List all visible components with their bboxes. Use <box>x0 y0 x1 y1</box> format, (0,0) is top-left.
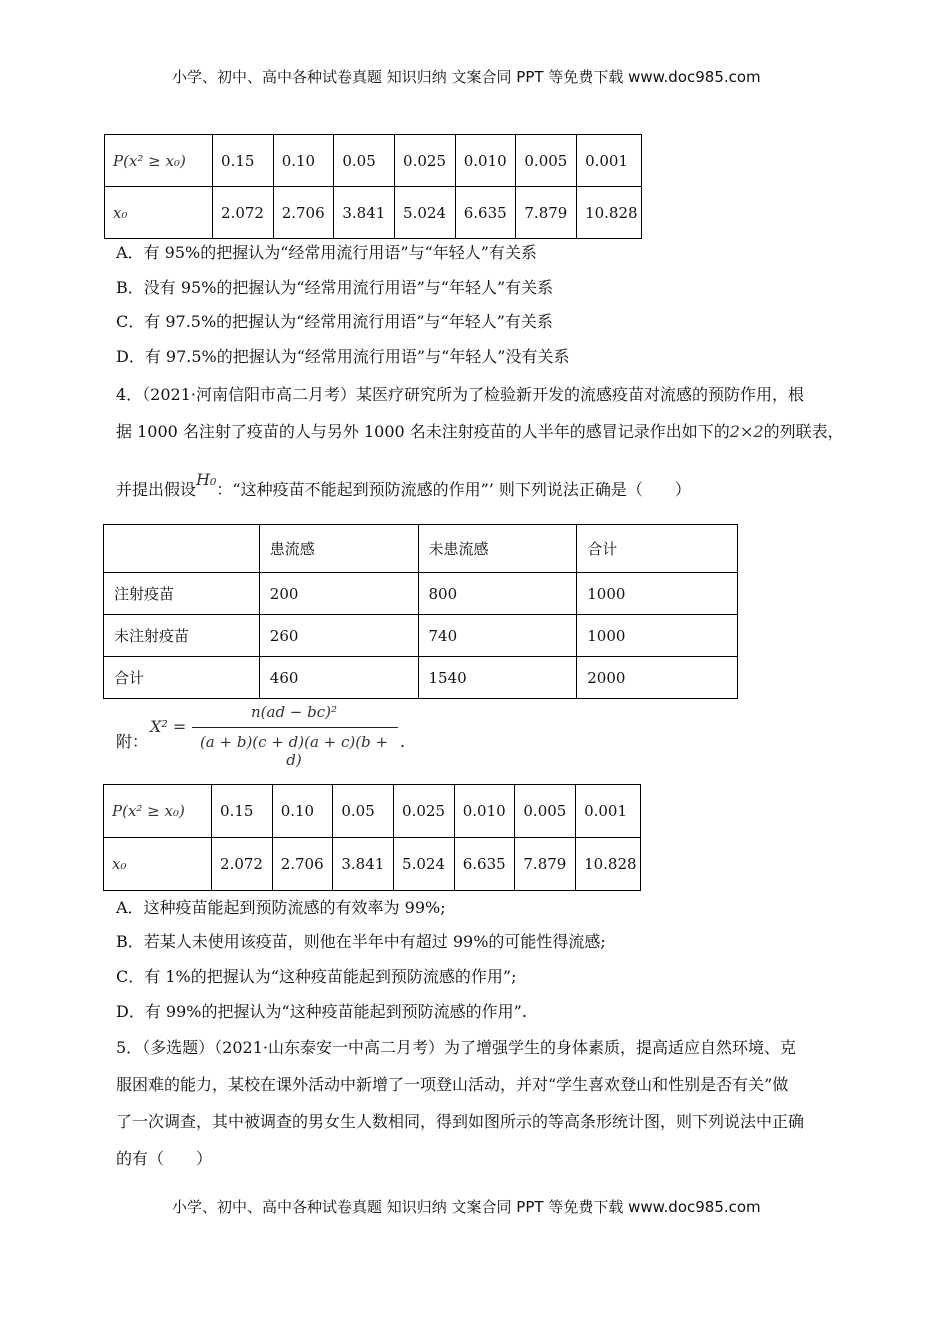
q4-option-a: A．这种疫苗能起到预防流感的有效率为 99%; <box>116 898 446 917</box>
q5-stem-line2: 服困难的能力，某校在课外活动中新增了一项登山活动，并对“学生喜欢登山和性别是否有关”做 <box>116 1075 789 1094</box>
table-cell: 1540 <box>418 657 577 699</box>
formula-numerator: n(ad − bc)² <box>250 703 338 721</box>
table-cell: 0.10 <box>273 135 334 187</box>
probability-table-1 <box>104 134 642 239</box>
q3-option-c: C．有 97.5%的把握认为“经常用流行用语”与“年轻人”有关系 <box>116 312 553 331</box>
table-cell: 800 <box>418 573 577 615</box>
q5-stem-line3: 了一次调查，其中被调查的男女生人数相同，得到如图所示的等高条形统计图，则下列说法中正确 <box>116 1112 805 1131</box>
q4-table-size: 2×2 <box>729 422 764 441</box>
q4-option-b: B．若某人未使用该疫苗，则他在半年中有超过 99%的可能性得流感; <box>116 932 606 951</box>
table-cell: 0.05 <box>333 785 394 838</box>
table-cell: 740 <box>418 615 577 657</box>
table-header-p: P(x² ≥ x₀) <box>105 135 213 187</box>
formula-lhs: X² = <box>150 717 187 736</box>
formula-denominator: (a + b)(c + d)(a + c)(b + d) <box>199 733 389 769</box>
q3-option-b: B．没有 95%的把握认为“经常用流行用语”与“年轻人”有关系 <box>116 278 554 297</box>
formula-end: . <box>400 732 406 751</box>
table-header-cell: 患流感 <box>259 525 418 573</box>
q5-stem-line1: 5．（多选题）（2021·山东泰安一中高二月考）为了增强学生的身体素质，提高适应自然环境、克 <box>116 1038 796 1057</box>
table-cell: 6.635 <box>455 187 516 239</box>
probability-table-2 <box>103 784 641 891</box>
q4-stem-text: ：“这种疫苗不能起到预防流感的作用”’ 则下列说法正确是（ ） <box>216 480 691 499</box>
table-cell: 2.706 <box>273 187 334 239</box>
table-header-cell <box>104 525 260 573</box>
table-cell: 0.005 <box>516 135 577 187</box>
table-cell: 2.072 <box>212 838 273 891</box>
table-cell: 0.10 <box>272 785 333 838</box>
q5-stem-line4: 的有（ ） <box>116 1149 213 1168</box>
table-cell: 未注射疫苗 <box>104 615 260 657</box>
table-row <box>104 573 738 615</box>
table-row <box>104 615 738 657</box>
table-cell: 3.841 <box>333 838 394 891</box>
table-header-x0: x₀ <box>104 838 212 891</box>
table-cell: 1000 <box>577 615 738 657</box>
q4-stem-line2 <box>116 421 844 443</box>
q4-stem-line3 <box>116 470 691 501</box>
footer-banner: 小学、初中、高中各种试卷真题 知识归纳 文案合同 PPT 等免费下载 www.doc985.com <box>172 1198 761 1216</box>
table-cell: 2.072 <box>213 187 274 239</box>
table-cell: 2.706 <box>272 838 333 891</box>
contingency-table <box>103 524 738 699</box>
table-cell: 0.005 <box>515 785 576 838</box>
table-cell: 0.025 <box>395 135 456 187</box>
table-cell: 0.15 <box>212 785 273 838</box>
q4-option-c: C．有 1%的把握认为“这种疫苗能起到预防流感的作用”; <box>116 967 517 986</box>
table-cell: 0.001 <box>576 785 641 838</box>
table-cell: 5.024 <box>395 187 456 239</box>
table-cell: 0.15 <box>213 135 274 187</box>
table-header-cell: 未患流感 <box>418 525 577 573</box>
table-header-cell: 合计 <box>577 525 738 573</box>
table-cell: 3.841 <box>334 187 395 239</box>
q4-stem-text: 据 1000 名注射了疫苗的人与另外 1000 名未注射疫苗的人半年的感冒记录作出如下的 <box>116 422 730 441</box>
header-banner: 小学、初中、高中各种试卷真题 知识归纳 文案合同 PPT 等免费下载 www.doc985.com <box>172 68 761 86</box>
table-cell: 0.025 <box>394 785 455 838</box>
q4-option-d: D．有 99%的把握认为“这种疫苗能起到预防流感的作用”. <box>116 1002 527 1021</box>
table-cell: 注射疫苗 <box>104 573 260 615</box>
table-cell: 10.828 <box>576 838 641 891</box>
table-cell: 1000 <box>577 573 738 615</box>
table-cell: 10.828 <box>577 187 642 239</box>
formula-prefix: 附： <box>116 732 149 751</box>
q4-stem-line1: 4．（2021·河南信阳市高二月考）某医疗研究所为了检验新开发的流感疫苗对流感的预防作用，根 <box>116 385 804 404</box>
q3-option-a: A．有 95%的把握认为“经常用流行用语”与“年轻人”有关系 <box>116 243 537 262</box>
q4-hypothesis-symbol: H₀ <box>196 470 217 489</box>
q4-stem-text: 的列联表， <box>763 422 844 441</box>
fraction-bar <box>192 727 398 728</box>
table-cell: 5.024 <box>394 838 455 891</box>
table-cell: 0.010 <box>455 135 516 187</box>
table-header-p: P(x² ≥ x₀) <box>104 785 212 838</box>
q3-option-d: D．有 97.5%的把握认为“经常用流行用语”与“年轻人”没有关系 <box>116 347 570 366</box>
table-cell: 7.879 <box>516 187 577 239</box>
q4-stem-text: 并提出假设 <box>116 480 197 499</box>
table-cell: 200 <box>259 573 418 615</box>
table-cell: 7.879 <box>515 838 576 891</box>
table-cell: 2000 <box>577 657 738 699</box>
table-cell: 460 <box>259 657 418 699</box>
table-cell: 0.001 <box>577 135 642 187</box>
table-row <box>104 657 738 699</box>
table-cell: 260 <box>259 615 418 657</box>
table-header-x0: x₀ <box>105 187 213 239</box>
table-cell: 6.635 <box>454 838 515 891</box>
table-cell: 合计 <box>104 657 260 699</box>
table-cell: 0.05 <box>334 135 395 187</box>
table-cell: 0.010 <box>454 785 515 838</box>
